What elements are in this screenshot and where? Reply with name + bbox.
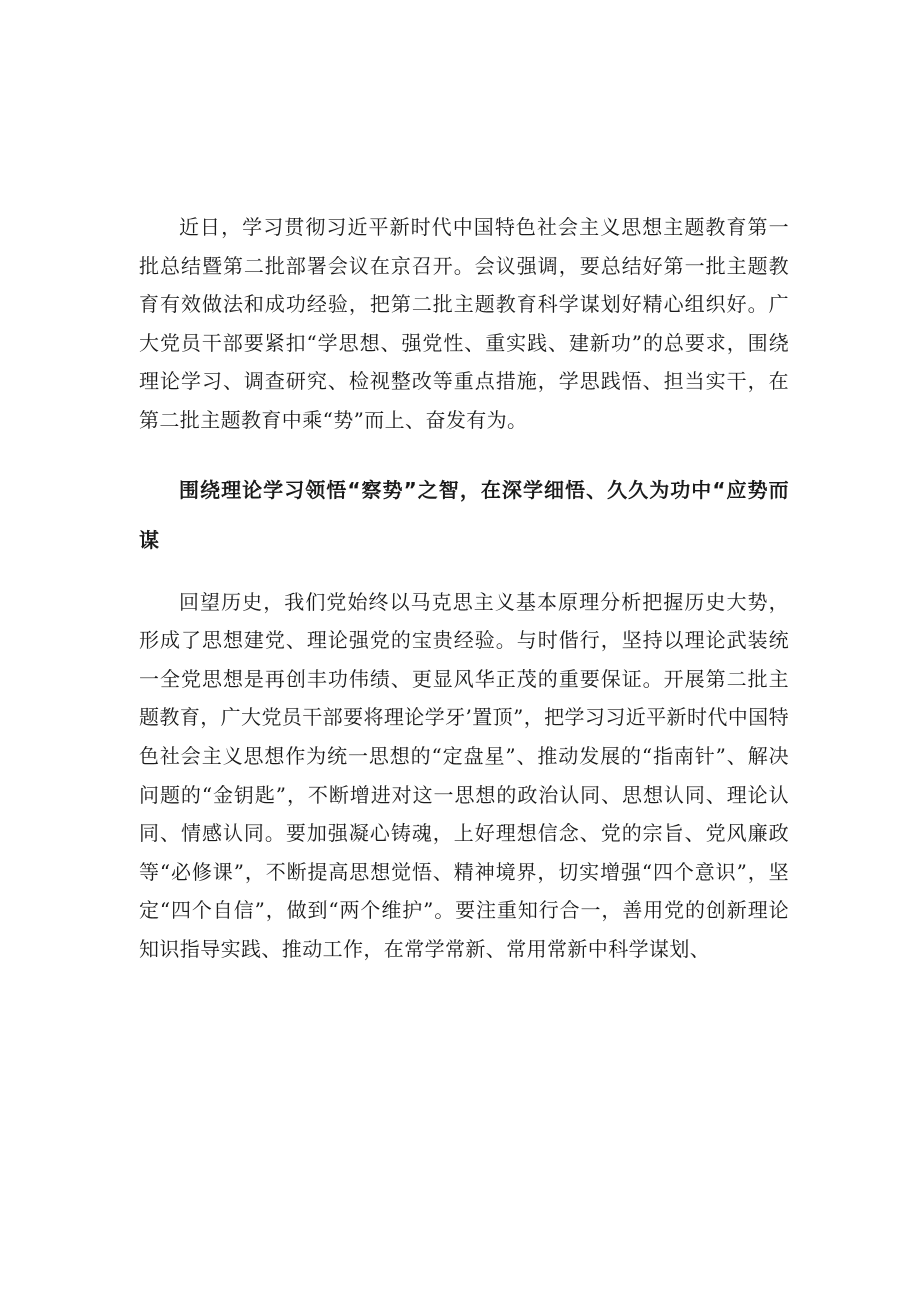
body-paragraph: 回望历史，我们党始终以马克思主义基本原理分析把握历史大势，形成了思想建党、理论强党的宝贵经验。与时偕行，坚持以理论武装统一全党思想是再创丰功伟绩、更显风华正茂的重要保证。开展第二批主题教育，广大党员干部要将理论学牙’置顶”，把学习习近平新时代中国特色社会主义思想作为统一思想的“定盘星”、推动发展的“指南针”、解决问题的“金钥匙”，不断增进对这一思想的政治认同、思想认同、理论认同、情感认同。要加强凝心铸魂，上好理想信念、党的宗旨、党风廉政等“必修课”，不断提高思想觉悟、精神境界，切实增强“四个意识”，坚定“四个自信”，做到“两个维护”。要注重知行合一，善用党的创新理论知识指导实践、推动工作，在常学常新、常用常新中科学谋划、 [139,589,789,961]
intro-paragraph: 近日，学习贯彻习近平新时代中国特色社会主义思想主题教育第一批总结暨第二批部署会议在京召开。会议强调，要总结好第一批主题教育有效做法和成功经验，把第二批主题教育科学谋划好精心组织好。广大党员干部要紧扣“学思想、强党性、重实践、建新功”的总要求，围绕理论学习、调查研究、检视整改等重点措施，学思践悟、担当实干，在第二批主题教育中乘“势”而上、奋发有为。 [139,215,789,432]
section-heading: 围绕理论学习领悟“察势”之智，在深学细悟、久久为功中“应势而谋 [139,477,789,552]
document-body [139,208,789,969]
